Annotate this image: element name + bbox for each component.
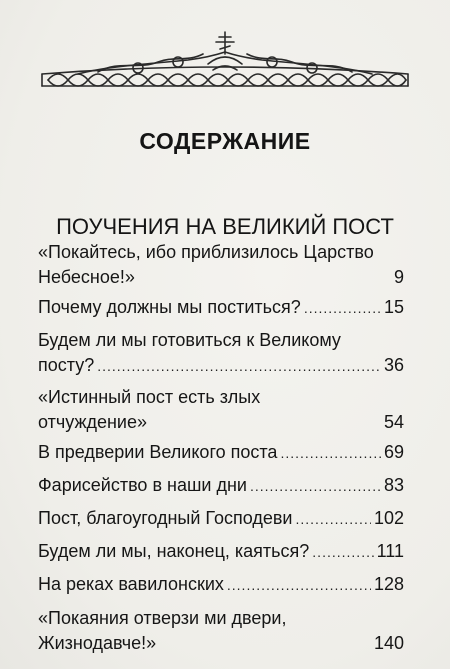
toc-page-number: 128 — [373, 574, 404, 594]
toc-page-number: 83 — [383, 475, 404, 495]
toc-entry[interactable] — [38, 240, 404, 290]
leader-dots — [280, 441, 381, 466]
toc-entry-title: Пост, благоугодный Господеви — [38, 508, 293, 528]
toc-page-number: 140 — [373, 633, 404, 653]
toc-entry-title: Будем ли мы готовиться к Великому — [38, 330, 341, 350]
toc-page-number: 69 — [383, 442, 404, 462]
leader-dots — [312, 540, 373, 565]
toc-entry-title: «Истинный пост есть злых — [38, 387, 261, 407]
toc-entry-title: «Покаяния отверзи ми двери, — [38, 608, 287, 628]
toc-entry[interactable] — [38, 385, 404, 435]
toc-page-number: 102 — [373, 508, 404, 528]
page-title: СОДЕРЖАНИЕ — [139, 128, 311, 154]
toc-page-number: 15 — [383, 297, 404, 317]
toc-entry[interactable] — [38, 539, 404, 564]
section-heading: ПОУЧЕНИЯ НА ВЕЛИКИЙ ПОСТ — [56, 214, 394, 239]
toc-entry-title: посту? — [38, 355, 95, 375]
leader-dots — [295, 507, 370, 532]
toc-entry-title: Фарисейство в наши дни — [38, 475, 247, 495]
leader-dots — [304, 296, 381, 321]
toc-entry[interactable] — [38, 473, 404, 498]
toc-page-number: 54 — [383, 412, 404, 432]
toc-entry[interactable] — [38, 440, 404, 465]
toc-entry-title: В предверии Великого поста — [38, 442, 278, 462]
toc-entry-title: Небесное!» — [38, 267, 135, 287]
leader-dots — [250, 474, 381, 499]
toc-entry-title: На реках вавилонских — [38, 574, 224, 594]
toc-entry[interactable] — [38, 506, 404, 531]
toc-page-number: 36 — [383, 355, 404, 375]
toc-entry[interactable] — [38, 328, 404, 378]
toc-entry[interactable] — [38, 606, 404, 656]
toc-entry-title: Жизнодавче!» — [38, 633, 157, 653]
toc-entry-title: «Покайтесь, ибо приблизилось Царство — [38, 242, 374, 262]
toc-entry-title: отчуждение» — [38, 412, 148, 432]
toc-entry-title: Будем ли мы, наконец, каяться? — [38, 541, 310, 561]
toc-page-number: 111 — [376, 541, 404, 561]
toc-entry-title: Почему должны мы поститься? — [38, 297, 301, 317]
toc-entry[interactable] — [38, 295, 404, 320]
toc-entry[interactable] — [38, 572, 404, 597]
ornament-headpiece-icon — [38, 30, 412, 94]
leader-dots — [97, 354, 381, 379]
leader-dots — [227, 573, 371, 598]
toc-page-number: 9 — [393, 267, 404, 287]
